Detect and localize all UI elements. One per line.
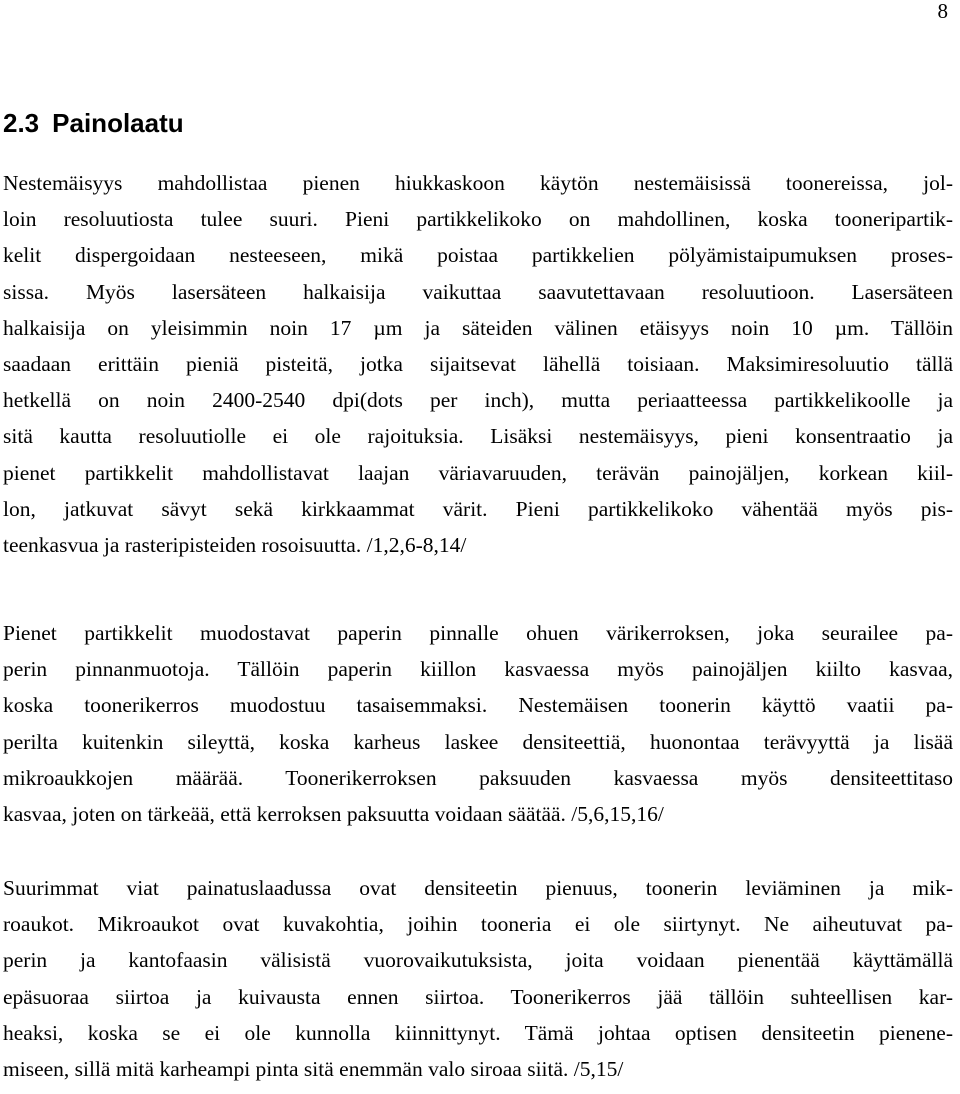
- text-line: loin resoluutiosta tulee suuri. Pieni partikkelikoko on mahdollinen, koska tooneripartik-: [3, 207, 953, 232]
- text-line: Pienet partikkelit muodostavat paperin pinnalle ohuen värikerroksen, joka seurailee pa-: [3, 621, 953, 645]
- section-number: 2.3: [3, 108, 40, 138]
- paragraph-1: [3, 165, 953, 563]
- text-line: epäsuoraa siirtoa ja kuivausta ennen siirtoa. Toonerikerros jää tällöin suhteellisen kar-: [3, 984, 953, 1009]
- text-line: perin ja kantofaasin välisistä vuorovaikutuksista, joita voidaan pienentää käyttämällä: [3, 948, 953, 973]
- text-line: koska toonerikerros muodostuu tasaisemmaksi. Nestemäisen toonerin käyttö vaatii pa-: [3, 693, 953, 718]
- page-number: 8: [937, 0, 948, 23]
- text-line: mikroaukkojen määrää. Toonerikerroksen paksuuden kasvaessa myös densiteettitaso: [3, 765, 953, 790]
- text-line: kasvaa, joten on tärkeää, että kerroksen paksuutta voidaan säätää. /5,6,15,16/: [3, 802, 664, 827]
- section-title: Painolaatu: [52, 108, 184, 138]
- text-line: sitä kautta resoluutiolle ei ole rajoituksia. Lisäksi nestemäisyys, pieni konsentraatio ja: [3, 424, 953, 449]
- text-line: kelit dispergoidaan nesteeseen, mikä poistaa partikkelien pölyämistaipumuksen proses-: [3, 243, 953, 268]
- text-line: perin pinnanmuotoja. Tällöin paperin kiillon kasvaessa myös painojäljen kiilto kasvaa,: [3, 657, 953, 682]
- section-heading: [3, 105, 184, 141]
- text-line: lon, jatkuvat sävyt sekä kirkkaammat värit. Pieni partikkelikoko vähentää myös pis-: [3, 496, 953, 521]
- text-line: saadaan erittäin pieniä pisteitä, jotka sijaitsevat lähellä toisiaan. Maksimiresoluutio tällä: [3, 352, 953, 377]
- text-line: pienet partikkelit mahdollistavat laajan väriavaruuden, terävän painojäljen, korkean kiil-: [3, 460, 953, 485]
- text-line: heaksi, koska se ei ole kunnolla kiinnittynyt. Tämä johtaa optisen densiteetin pienene-: [3, 1020, 953, 1045]
- text-line: roaukot. Mikroaukot ovat kuvakohtia, joihin tooneria ei ole siirtynyt. Ne aiheutuvat pa-: [3, 912, 953, 937]
- text-line: teenkasvua ja rasteripisteiden rosoisuutta. /1,2,6-8,14/: [3, 533, 467, 558]
- paragraph-2: [3, 615, 953, 832]
- text-line: perilta kuitenkin sileyttä, koska karheus laskee densiteettiä, huonontaa terävyyttä ja lisää: [3, 729, 953, 754]
- text-line: Nestemäisyys mahdollistaa pienen hiukkaskoon käytön nestemäisissä toonereissa, jol-: [3, 171, 953, 195]
- paragraph-3: [3, 870, 953, 1087]
- text-line: Suurimmat viat painatuslaadussa ovat densiteetin pienuus, toonerin leviäminen ja mik-: [3, 876, 953, 900]
- text-line: halkaisija on yleisimmin noin 17 µm ja säteiden välinen etäisyys noin 10 µm. Tällöin: [3, 315, 953, 340]
- text-line: hetkellä on noin 2400-2540 dpi(dots per inch), mutta periaatteessa partikkelikoolle ja: [3, 388, 953, 413]
- text-line: miseen, sillä mitä karheampi pinta sitä enemmän valo siroaa siitä. /5,15/: [3, 1057, 624, 1082]
- text-line: sissa. Myös lasersäteen halkaisija vaikuttaa saavutettavaan resoluutioon. Lasersäteen: [3, 279, 953, 304]
